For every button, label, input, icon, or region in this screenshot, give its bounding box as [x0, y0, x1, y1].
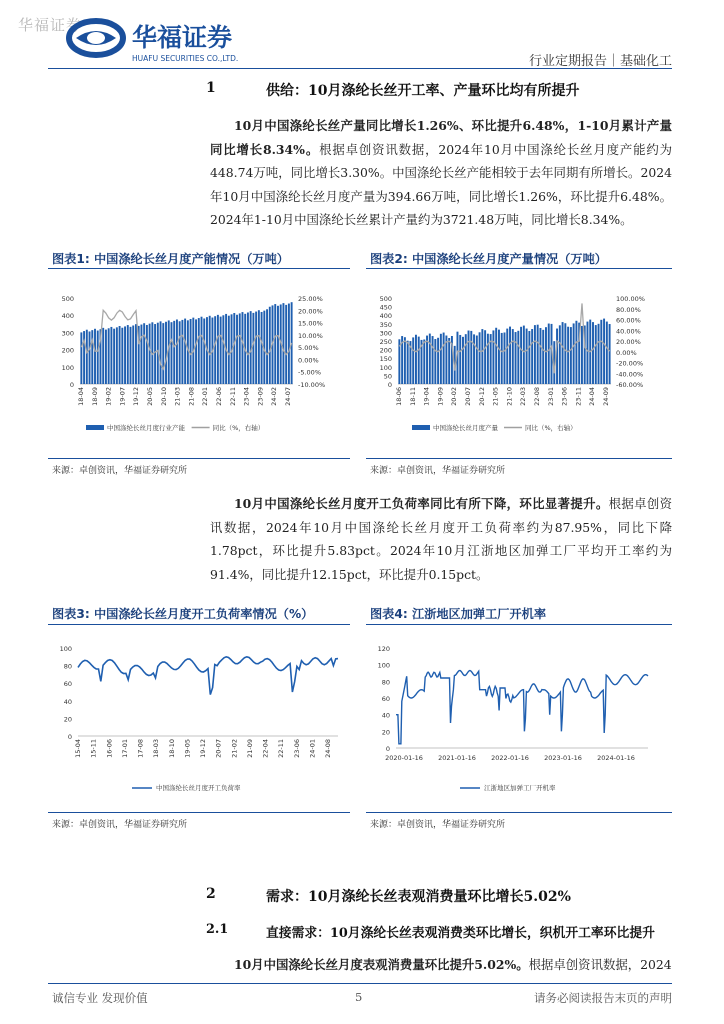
bar [176, 320, 178, 385]
bar [102, 328, 104, 384]
bar [203, 318, 205, 384]
y-tick-label: 200 [61, 346, 74, 355]
x-tick-label: 2023-01-16 [544, 754, 582, 762]
y-tick-label: 80 [63, 662, 72, 671]
bar [247, 312, 249, 384]
x-tick-label: 19-07 [118, 387, 127, 406]
bar [110, 327, 112, 384]
x-tick-label: 15-11 [89, 739, 98, 758]
figure-2-bottom-rule [366, 458, 672, 459]
bar [432, 336, 434, 384]
x-tick-label: 20-05 [146, 387, 154, 406]
bar [132, 325, 134, 384]
bar [542, 330, 544, 384]
x-tick-label: 19-05 [183, 739, 192, 758]
x-tick-label: 22-04 [261, 739, 270, 758]
x-tick-label: 23-06 [292, 739, 301, 758]
bar [274, 304, 276, 384]
logo-en-text: HUAFU SECURITIES CO.,LTD. [132, 54, 239, 63]
bar [415, 335, 417, 384]
bar [523, 326, 525, 384]
bar [600, 320, 602, 384]
x-tick-label: 22-11 [277, 739, 286, 758]
bar [160, 321, 162, 384]
bar [448, 338, 450, 384]
x-tick-label: 17-08 [136, 739, 145, 758]
section-title: 直接需求：10月涤纶长丝表观消费类环比增长，织机开工率环比提升 [266, 926, 655, 941]
legend-label: 江浙地区加弹工厂开机率 [484, 784, 556, 792]
bar [606, 322, 608, 384]
y-tick-label: 0 [67, 733, 72, 741]
bar [187, 320, 189, 384]
x-tick-label: 24-04 [588, 387, 597, 406]
bar [149, 324, 151, 384]
bar [526, 329, 528, 384]
footer-rule [48, 983, 672, 984]
x-tick-label: 23-06 [560, 387, 569, 406]
figure-3-chart [48, 638, 350, 798]
bar [470, 331, 472, 384]
bar [165, 322, 167, 384]
y-tick-label: 40 [381, 711, 390, 720]
x-tick-label: 22-08 [533, 387, 541, 406]
bar [598, 324, 600, 384]
y2-tick-label: 60.00% [616, 316, 641, 325]
figure-1-bottom-rule [48, 458, 350, 459]
x-tick-label: 15-04 [74, 739, 82, 758]
x-tick-label: 18-10 [167, 739, 176, 758]
y2-tick-label: -40.00% [616, 370, 644, 379]
x-tick-label: 24-09 [602, 387, 610, 406]
bar [217, 315, 219, 384]
bar [484, 330, 486, 384]
bar [498, 330, 500, 384]
y-tick-label: 150 [379, 355, 392, 364]
bar [190, 319, 192, 384]
y-tick-label: 50 [383, 372, 392, 381]
figure-4-source: 来源：卓创资讯，华福证券研究所 [370, 820, 506, 830]
x-tick-label: 21-05 [491, 387, 500, 406]
y-tick-label: 500 [379, 295, 392, 303]
x-tick-label: 18-09 [90, 387, 99, 406]
y-tick-label: 100 [59, 645, 72, 653]
bar [465, 334, 467, 384]
bar [459, 335, 461, 384]
legend-label: 同比（%，右轴） [212, 424, 265, 432]
bar [261, 312, 263, 384]
bar [440, 334, 442, 384]
bar [258, 310, 260, 384]
bar [404, 337, 406, 384]
bar [130, 327, 132, 384]
bar [171, 322, 173, 384]
bar [562, 322, 564, 384]
legend-label: 中国涤纶长丝月度行业产能 [107, 424, 185, 432]
bar [97, 331, 99, 384]
bar [154, 324, 156, 384]
bar [468, 331, 470, 384]
x-tick-label: 22-06 [215, 387, 223, 406]
x-tick-label: 23-01 [546, 387, 555, 406]
bar [412, 337, 414, 384]
figure-3-rule [48, 624, 350, 625]
bar [479, 332, 481, 384]
y2-tick-label: 15.00% [298, 319, 323, 328]
operating-rate-line [78, 657, 338, 695]
bar [564, 323, 566, 384]
y2-tick-label: -10.00% [298, 381, 326, 389]
figure-4-rule [366, 624, 672, 625]
figure-2-chart [366, 288, 672, 438]
x-tick-label: 21-08 [187, 387, 196, 406]
bar [492, 330, 494, 384]
paragraph-body: 根据卓创资讯数据，2024年10月中国涤纶长丝月度产能约为448.74万吨，同比增长3.30%。中国涤纶长丝产能相较于去年同期有所增长。2024年10月中国涤纶长丝月度产量为394.66万吨，同比增长1.26%，环比提升6.48%。2024年1-10月中国涤纶长丝累计产量约为3721.48万吨，同比增长8.34%。 [210, 141, 672, 227]
bar [581, 326, 583, 384]
y2-tick-label: 0.00% [616, 348, 637, 357]
page-number: 5 [355, 990, 363, 1004]
x-tick-label: 23-09 [256, 387, 265, 406]
bar [595, 325, 597, 384]
x-tick-label: 23-04 [242, 387, 251, 406]
x-tick-label: 21-03 [173, 387, 182, 406]
bar [285, 305, 287, 384]
x-tick-label: 20-12 [477, 387, 486, 406]
x-tick-label: 20-02 [450, 387, 459, 406]
x-tick-label: 19-09 [436, 387, 445, 406]
x-tick-label: 21-10 [505, 387, 514, 406]
bar [119, 326, 121, 384]
y-tick-label: 0 [69, 381, 74, 389]
bar [195, 319, 197, 384]
bar [113, 329, 115, 384]
report-category: 行业定期报告｜基础化工 [528, 54, 672, 69]
legend-swatch-bars [86, 425, 104, 430]
yoy-line [81, 310, 291, 369]
bar [592, 322, 594, 384]
x-tick-label: 16-06 [105, 739, 114, 758]
y-tick-label: 20 [381, 728, 390, 737]
figure-2-rule [366, 268, 672, 269]
bar [143, 323, 145, 384]
bar [184, 319, 186, 384]
bar [222, 315, 224, 384]
y-tick-label: 350 [379, 320, 392, 329]
paragraph-bold-lead: 10月中国涤纶长丝产量同比增长1.26%、环比提升6.48%，1-10月累计产量同比增长8.34%。 [210, 118, 672, 157]
y-tick-label: 100 [379, 363, 392, 372]
x-tick-label: 21-02 [230, 739, 239, 758]
x-tick-label: 2020-01-16 [385, 754, 423, 762]
y2-tick-label: 0.00% [298, 356, 319, 365]
bar [548, 324, 550, 384]
bar [288, 304, 290, 384]
paragraph-supply [210, 114, 672, 232]
bar [481, 329, 483, 384]
bar [146, 325, 148, 384]
x-tick-label: 19-02 [104, 387, 113, 406]
bar [567, 327, 569, 384]
figure-2-source: 来源：卓创资讯，华福证券研究所 [370, 466, 506, 476]
y2-tick-label: -5.00% [298, 368, 321, 377]
bar [135, 324, 137, 384]
bar [573, 323, 575, 384]
x-tick-label: 21-09 [245, 739, 254, 758]
bar [242, 312, 244, 384]
y-tick-label: 250 [379, 338, 392, 346]
figure-1-source: 来源：卓创资讯，华福证券研究所 [52, 466, 188, 476]
bar [504, 332, 506, 384]
watermark: 华福证券 [18, 16, 83, 34]
bar [162, 323, 164, 384]
bar [94, 329, 96, 384]
y2-tick-label: 25.00% [298, 295, 323, 303]
bar [559, 325, 561, 384]
x-tick-label: 19-12 [132, 387, 141, 406]
logo-cn-text: 华福证券 [132, 23, 233, 52]
bar [121, 328, 123, 384]
bar [434, 339, 436, 384]
bar [509, 327, 511, 384]
bar [181, 320, 183, 384]
y-tick-label: 0 [387, 381, 392, 389]
x-tick-label: 22-01 [201, 387, 210, 406]
bar [603, 319, 605, 384]
x-tick-label: 24-08 [324, 739, 332, 758]
bar [501, 333, 503, 384]
bar [252, 313, 254, 384]
y-tick-label: 40 [63, 697, 72, 706]
x-tick-label: 19-04 [422, 387, 431, 406]
paragraph-operating-rate [210, 492, 672, 586]
paragraph-demand [210, 953, 672, 977]
x-tick-label: 20-10 [159, 387, 168, 406]
x-tick-label: 18-03 [152, 739, 161, 758]
y-tick-label: 0 [385, 745, 390, 753]
bar [236, 315, 238, 384]
section-number: 2.1 [206, 922, 229, 937]
y-tick-label: 450 [379, 303, 392, 312]
section-title: 供给：10月涤纶长丝开工率、产量环比均有所提升 [266, 83, 580, 99]
x-tick-label: 19-12 [199, 739, 207, 758]
y-tick-label: 60 [381, 695, 390, 703]
x-tick-label: 20-07 [464, 387, 472, 406]
bar [520, 327, 522, 384]
x-tick-label: 2024-01-16 [597, 754, 635, 762]
legend-swatch-bars [412, 425, 430, 430]
company-logo [66, 16, 266, 66]
section-number: 1 [206, 80, 216, 96]
bar [269, 307, 271, 384]
bar [179, 321, 181, 384]
y2-tick-label: 40.00% [616, 327, 641, 336]
bar [209, 316, 211, 384]
header-rule [48, 68, 672, 69]
bar [609, 324, 611, 384]
y2-tick-label: 20.00% [298, 307, 323, 316]
x-tick-label: 22-11 [228, 387, 237, 406]
bar [140, 325, 142, 384]
bar [198, 318, 200, 384]
y-tick-label: 80 [381, 678, 390, 687]
y2-tick-label: -20.00% [616, 359, 644, 368]
footer-disclaimer: 请务必阅读报告末页的声明 [534, 991, 672, 1005]
x-tick-label: 24-02 [270, 387, 279, 406]
figure-4-bottom-rule [366, 812, 672, 813]
y-tick-label: 400 [61, 312, 74, 321]
bar [228, 316, 230, 384]
bar [277, 306, 279, 384]
figure-1-chart [48, 288, 350, 438]
bar [587, 322, 589, 384]
bar [266, 309, 268, 384]
bar [105, 330, 107, 384]
x-tick-label: 18-04 [77, 387, 85, 406]
bar [575, 321, 577, 384]
legend-label: 中国涤纶长丝月度产量 [433, 424, 498, 432]
bar [506, 329, 508, 384]
y2-tick-label: 80.00% [616, 305, 641, 314]
x-tick-label: 17-01 [120, 739, 129, 758]
bar [528, 331, 530, 384]
y-tick-label: 400 [379, 312, 392, 321]
section-number: 2 [206, 886, 216, 902]
bar [423, 339, 425, 384]
y-tick-label: 500 [61, 295, 74, 303]
x-tick-label: 20-07 [214, 739, 223, 758]
bar [515, 332, 517, 384]
bar [173, 321, 175, 384]
y-tick-label: 60 [63, 680, 72, 689]
bar [124, 326, 126, 384]
figure-1-title: 图表1: 中国涤纶长丝月度产能情况（万吨） [52, 252, 289, 266]
y-tick-label: 120 [377, 645, 390, 653]
bar [426, 336, 428, 384]
bar [108, 328, 110, 384]
bar [476, 336, 478, 384]
paragraph-bold-lead: 10月中国涤纶长丝月度表观消费量环比提升5.02%。 [234, 957, 529, 972]
figure-3-bottom-rule [48, 812, 350, 813]
footer-slogan: 诚信专业 发现价值 [52, 991, 148, 1005]
bar [570, 327, 572, 384]
bar [537, 325, 539, 384]
bar [116, 327, 118, 384]
bar [495, 328, 497, 384]
paragraph-body: 根据卓创资讯数据，2024 [528, 957, 672, 972]
bar [220, 317, 222, 384]
y2-tick-label: 5.00% [298, 344, 319, 353]
bar [80, 332, 82, 384]
x-tick-label: 2021-01-16 [438, 754, 476, 762]
x-tick-label: 24-07 [284, 387, 292, 406]
figure-4-title: 图表4: 江浙地区加弹工厂开机率 [370, 607, 547, 621]
bar [429, 334, 431, 384]
bar [214, 316, 216, 384]
paragraph-body: 根据卓创资讯数据，2024年10月中国涤纶长丝月度开工负荷率约为87.95%，同比下降1.78pct，环比提升5.83pct。2024年10月江浙地区加弹工厂平均开工率约为91.4%，同比提升12.15pct，环比提升0.15pct。 [210, 496, 672, 582]
section-title: 需求：10月涤纶长丝表观消费量环比增长5.02% [266, 889, 571, 905]
y2-tick-label: 10.00% [298, 331, 323, 340]
bar [407, 341, 409, 384]
bar [473, 334, 475, 384]
y-tick-label: 20 [63, 715, 72, 724]
bar [462, 337, 464, 384]
bar [418, 337, 420, 384]
bar [89, 331, 91, 384]
y-tick-label: 300 [61, 329, 74, 338]
figure-3-title: 图表3: 中国涤纶长丝月度开工负荷率情况（%） [52, 607, 314, 621]
bar [255, 312, 257, 384]
bar [233, 313, 235, 384]
bar [201, 317, 203, 384]
factory-rate-line [396, 671, 648, 744]
x-tick-label: 24-01 [308, 739, 317, 758]
y2-tick-label: -60.00% [616, 381, 644, 389]
bar [539, 328, 541, 384]
x-tick-label: 23-11 [574, 387, 583, 406]
y2-tick-label: 100.00% [616, 295, 645, 303]
bar [86, 330, 88, 384]
figure-1-rule [48, 268, 350, 269]
x-tick-label: 18-06 [395, 387, 403, 406]
bar [487, 334, 489, 384]
bar [437, 338, 439, 384]
bar [512, 329, 514, 384]
y2-tick-label: 20.00% [616, 338, 641, 346]
figure-4-chart [366, 638, 672, 798]
x-tick-label: 22-03 [519, 387, 528, 406]
y-tick-label: 200 [379, 346, 392, 355]
bar [517, 331, 519, 384]
legend-label: 同比（%，右轴） [525, 424, 577, 432]
y-tick-label: 100 [61, 363, 74, 372]
bar [282, 303, 284, 384]
figure-3-source: 来源：卓创资讯，华福证券研究所 [52, 820, 188, 830]
bar [545, 327, 547, 384]
bar [127, 325, 129, 384]
legend-label: 中国涤纶长丝月度开工负荷率 [156, 784, 241, 792]
x-tick-label: 2022-01-16 [491, 754, 529, 762]
bar [443, 333, 445, 384]
bar [531, 329, 533, 384]
y-tick-label: 300 [379, 329, 392, 338]
paragraph-bold-lead: 10月中国涤纶长丝月度开工负荷率同比有所下降，环比显著提升。 [234, 496, 609, 511]
y-tick-label: 100 [377, 661, 390, 670]
bar [239, 313, 241, 384]
x-tick-label: 18-11 [408, 387, 417, 406]
bar [534, 325, 536, 384]
figure-2-title: 图表2: 中国涤纶长丝月度产量情况（万吨） [370, 252, 607, 266]
